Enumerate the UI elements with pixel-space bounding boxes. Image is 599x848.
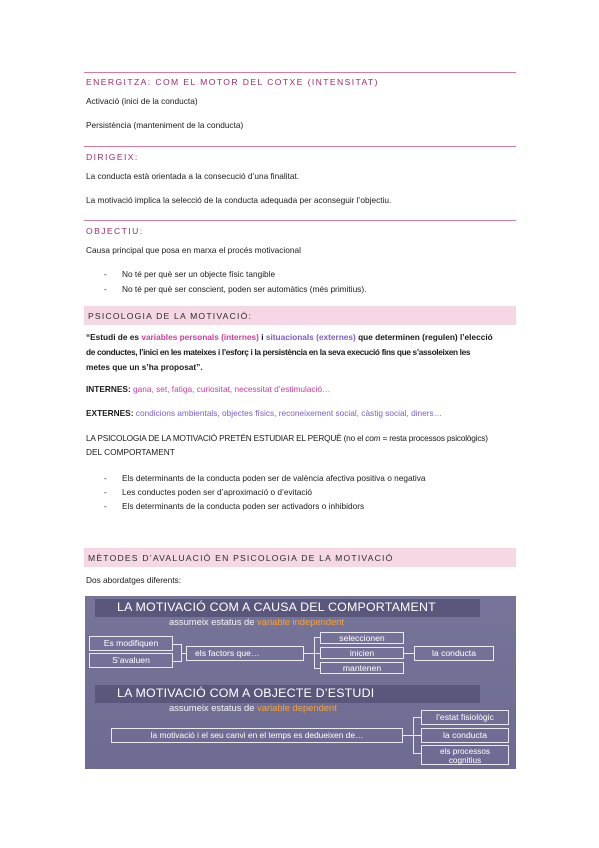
paragraph: Activació (inici de la conducta) bbox=[86, 96, 198, 106]
diagram-heading-object: LA MOTIVACIÓ COM A OBJECTE D’ESTUDI bbox=[117, 686, 375, 700]
subheading-text: assumeix estatus de bbox=[169, 702, 258, 713]
section-title-objectiu: OBJECTIU: bbox=[86, 226, 144, 236]
connector bbox=[403, 735, 413, 736]
highlight-external: situacionals (externes) bbox=[265, 332, 356, 342]
subheading-text: assumeix estatus de bbox=[169, 616, 258, 627]
section-divider bbox=[84, 220, 516, 221]
box-seleccionen: seleccionen bbox=[320, 632, 404, 644]
section-header-metodes bbox=[84, 548, 516, 567]
paragraph: La motivació implica la selecció de la conducta adequada per aconseguir l’objectiu. bbox=[86, 195, 392, 205]
bullet-mark: - bbox=[104, 487, 107, 497]
motivation-diagram bbox=[85, 596, 516, 769]
paragraph bbox=[86, 433, 488, 443]
list-item-text: No té per què ser un objecte físic tangible bbox=[122, 269, 276, 279]
list-item bbox=[104, 501, 365, 511]
highlight-internal: variables personals (internes) bbox=[141, 332, 259, 342]
list-item bbox=[104, 284, 367, 294]
box-factors: els factors que… bbox=[186, 646, 304, 661]
list-item-text: No té per què ser conscient, poden ser automàtics (més primitius). bbox=[122, 284, 367, 294]
connector bbox=[404, 653, 414, 654]
connector bbox=[413, 753, 421, 754]
list-item-text: Els determinants de la conducta poden ser de valència afectiva positiva o negativa bbox=[122, 473, 426, 483]
section-title-energitza: ENERGITZA: COM EL MOTOR DEL COTXE (INTENSITAT) bbox=[86, 77, 379, 87]
box-la-conducta: la conducta bbox=[414, 646, 494, 661]
list-item-text: Els determinants de la conducta poden ser activadors o inhibidors bbox=[122, 501, 365, 511]
subheading-variable: variable independent bbox=[257, 616, 345, 627]
box-la-conducta-2: la conducta bbox=[421, 728, 509, 743]
section-title: MÈTODES D’AVALUACIÓ EN PSICOLOGIA DE LA MOTIVACIÓ bbox=[88, 553, 394, 563]
quote-text: i bbox=[258, 332, 266, 342]
text: LA PSICOLOGIA DE LA MOTIVACIÓ PRETÉN ESTUDIAR EL PERQUÈ (no el bbox=[86, 433, 366, 443]
externes-label: EXTERNES: bbox=[86, 408, 134, 418]
connector bbox=[304, 653, 314, 654]
paragraph: Causa principal que posa en marxa el procés motivacional bbox=[86, 245, 301, 255]
box-estat-fisiologic: l’estat fisiològic bbox=[421, 710, 509, 725]
diagram-subheading bbox=[169, 616, 344, 627]
diagram-subheading bbox=[169, 702, 337, 713]
box-inicien: inicien bbox=[320, 647, 404, 659]
section-header-psicologia bbox=[84, 306, 516, 325]
list-item-text: Les conductes poden ser d’aproximació o d’evitació bbox=[122, 487, 313, 497]
quote-text: “Estudi de es bbox=[86, 332, 142, 342]
subheading-variable: variable dependent bbox=[257, 702, 337, 713]
internes-label: INTERNES: bbox=[86, 384, 131, 394]
paragraph: Dos abordatges diferents: bbox=[86, 575, 182, 585]
quote-line bbox=[86, 332, 493, 342]
box-mantenen: mantenen bbox=[320, 662, 404, 674]
text-italic: com bbox=[365, 433, 381, 443]
bullet-mark: - bbox=[104, 269, 107, 279]
externes-text: condicions ambientals, objectes físics, reconeixement social, càstig social, diners… bbox=[133, 408, 442, 418]
connector bbox=[413, 717, 421, 718]
diagram-heading-cause: LA MOTIVACIÓ COM A CAUSA DEL COMPORTAMENT bbox=[117, 600, 436, 614]
box-es-modifiquen: Es modifiquen bbox=[89, 636, 173, 651]
text: = resta processos psicològics) bbox=[380, 433, 488, 443]
connector bbox=[173, 644, 181, 645]
paragraph: Persistència (manteniment de la conducta) bbox=[86, 120, 244, 130]
section-divider bbox=[84, 146, 516, 147]
paragraph: La conducta està orientada a la consecució d’una finalitat. bbox=[86, 171, 300, 181]
section-title-dirigeix: DIRIGEIX: bbox=[86, 152, 139, 162]
externes-line bbox=[86, 408, 442, 418]
section-title: PSICOLOGIA DE LA MOTIVACIÓ: bbox=[88, 311, 253, 321]
box-savaluen: S’avaluen bbox=[89, 653, 173, 668]
quote-text: que determinen (regulen) l’elecció bbox=[355, 332, 493, 342]
bullet-mark: - bbox=[104, 473, 107, 483]
paragraph: DEL COMPORTAMENT bbox=[86, 447, 175, 457]
list-item bbox=[104, 473, 426, 483]
list-item bbox=[104, 487, 313, 497]
list-item bbox=[104, 269, 276, 279]
internes-line bbox=[86, 384, 330, 394]
bullet-mark: - bbox=[104, 284, 107, 294]
bullet-mark: - bbox=[104, 501, 107, 511]
box-deduce: la motivació i el seu canvi en el temps es dedueixen de… bbox=[111, 728, 403, 743]
quote-line: de conductes, l’inici en les mateixes i l’esforç i la persistència en la seva execució fins que s’assoleixen les bbox=[86, 347, 471, 357]
quote-line: metes que un s’ha proposat”. bbox=[86, 362, 203, 372]
section-divider bbox=[84, 72, 516, 73]
connector bbox=[173, 661, 181, 662]
internes-text: gana, set, fatiga, curiositat, necessitat d’estimulació… bbox=[130, 384, 331, 394]
box-processos-cognitius: els processos cognitius bbox=[421, 745, 509, 765]
connector bbox=[413, 735, 421, 736]
